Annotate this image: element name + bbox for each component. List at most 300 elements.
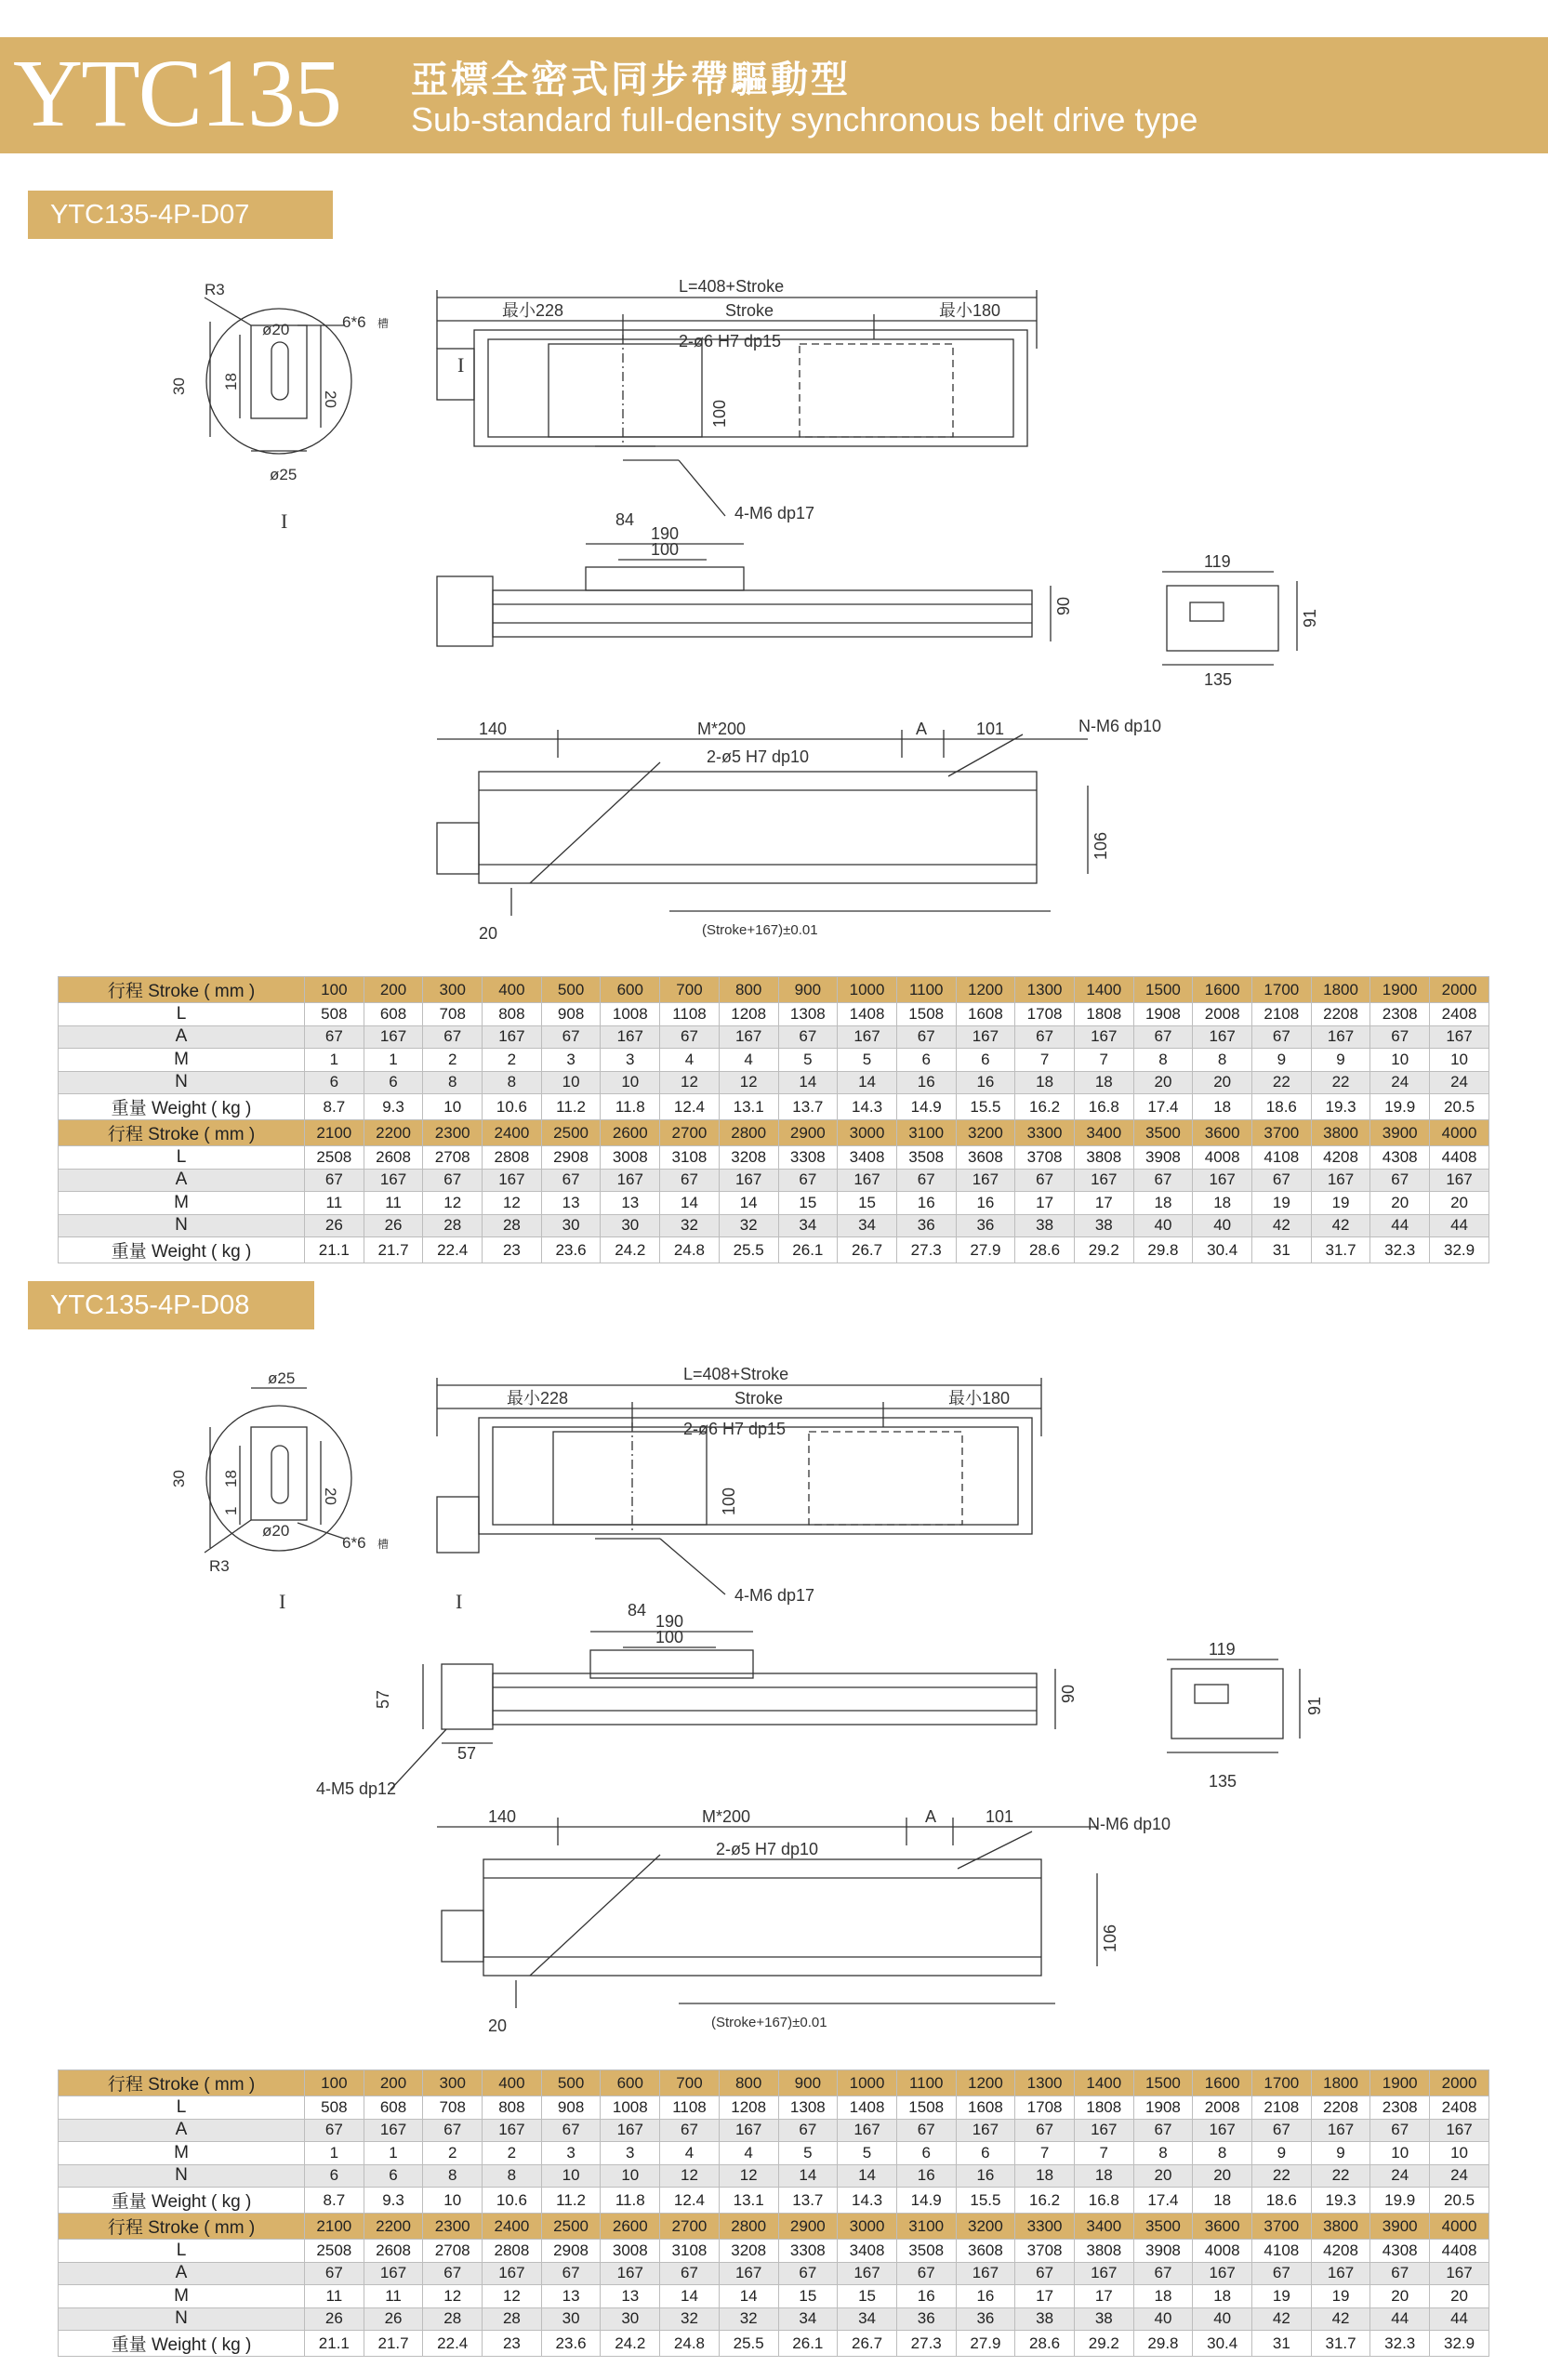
spec-cell: 32 — [660, 2307, 720, 2331]
dim-84: 84 — [628, 1601, 647, 1620]
spec-cell: 167 — [483, 1169, 542, 1192]
spec-cell: 24.8 — [660, 1237, 720, 1263]
spec-cell: 167 — [1311, 2262, 1370, 2285]
spec-row-label: L — [59, 1003, 305, 1026]
dim-end-91: 91 — [1305, 1696, 1324, 1715]
spec-cell: 67 — [1133, 1169, 1193, 1192]
spec-cell: 19 — [1311, 2285, 1370, 2308]
spec-cell: 14 — [778, 2164, 838, 2188]
spec-cell: 708 — [423, 1003, 483, 1026]
spec-cell: 19.3 — [1311, 1094, 1370, 1120]
spec-cell: 167 — [956, 1025, 1015, 1049]
spec-cell: 24 — [1370, 1071, 1430, 1094]
spec-cell: 38 — [1015, 1214, 1075, 1237]
spec-cell: 36 — [896, 1214, 956, 1237]
spec-cell: 167 — [1074, 2262, 1133, 2285]
spec-cell: 2308 — [1370, 2096, 1430, 2120]
dim-20: 20 — [488, 2016, 508, 2035]
spec-cell: 2600 — [601, 2214, 660, 2240]
dim-pitch: M*200 — [697, 720, 747, 738]
spec-cell: 300 — [423, 977, 483, 1003]
spec-cell: 3608 — [956, 2240, 1015, 2263]
spec-cell: 14 — [719, 1192, 778, 1215]
spec-cell: 8 — [1193, 1049, 1252, 1072]
page-header — [0, 37, 1548, 153]
base-view-d08 — [437, 1807, 1171, 2035]
spec-cell: 4408 — [1430, 1146, 1489, 1170]
spec-cell: 18 — [1193, 2285, 1252, 2308]
spec-cell: 3408 — [838, 2240, 897, 2263]
spec-cell: 3200 — [956, 1120, 1015, 1146]
spec-row-label: 重量 Weight ( kg ) — [59, 1237, 305, 1263]
spec-cell: 9.3 — [364, 1094, 423, 1120]
spec-row-label: N — [59, 2164, 305, 2188]
spec-cell: 508 — [305, 2096, 364, 2120]
dim-right: 最小180 — [939, 301, 1001, 320]
spec-row-label: N — [59, 2307, 305, 2331]
spec-cell: 3 — [541, 1049, 601, 1072]
spec-cell: 8 — [1133, 2142, 1193, 2165]
spec-cell: 11.2 — [541, 2188, 601, 2214]
spec-cell: 1700 — [1252, 977, 1312, 1003]
spec-cell: 1408 — [838, 1003, 897, 1026]
dim-a: A — [916, 720, 928, 738]
spec-cell: 13.1 — [719, 1094, 778, 1120]
spec-cell: 1808 — [1074, 2096, 1133, 2120]
spec-cell: 17 — [1074, 1192, 1133, 1215]
spec-cell: 3708 — [1015, 2240, 1075, 2263]
spec-cell: 167 — [838, 1169, 897, 1192]
spec-cell: 18 — [1193, 1192, 1252, 1215]
spec-cell: 11 — [364, 2285, 423, 2308]
spec-cell: 4108 — [1252, 2240, 1312, 2263]
dim-end-135: 135 — [1209, 1772, 1237, 1791]
dim-106: 106 — [1092, 831, 1110, 860]
spec-cell: 67 — [778, 2262, 838, 2285]
spec-cell: 8 — [423, 1071, 483, 1094]
spec-row-M — [59, 1049, 1489, 1072]
detail-d25: ø25 — [268, 1369, 296, 1387]
spec-cell: 13.1 — [719, 2188, 778, 2214]
spec-cell: 26.7 — [838, 2331, 897, 2357]
spec-cell: 8 — [1133, 1049, 1193, 1072]
spec-cell: 1200 — [956, 2070, 1015, 2096]
spec-cell: 4308 — [1370, 1146, 1430, 1170]
spec-cell: 3900 — [1370, 1120, 1430, 1146]
spec-cell: 67 — [896, 2119, 956, 2142]
spec-cell: 3400 — [1074, 2214, 1133, 2240]
spec-cell: 3000 — [838, 2214, 897, 2240]
spec-cell: 12 — [660, 1071, 720, 1094]
spec-cell: 1900 — [1370, 2070, 1430, 2096]
spec-cell: 15 — [838, 1192, 897, 1215]
spec-cell: 1400 — [1074, 2070, 1133, 2096]
spec-cell: 16 — [896, 1071, 956, 1094]
spec-cell: 8.7 — [305, 1094, 364, 1120]
spec-cell: 3 — [601, 2142, 660, 2165]
spec-cell: 9 — [1252, 2142, 1312, 2165]
spec-cell: 11 — [305, 1192, 364, 1215]
top-view-d07 — [437, 277, 1037, 529]
spec-cell: 2008 — [1193, 2096, 1252, 2120]
spec-cell: 1600 — [1193, 977, 1252, 1003]
spec-cell: 9 — [1311, 1049, 1370, 1072]
spec-cell: 1108 — [660, 2096, 720, 2120]
spec-cell: 2200 — [364, 2214, 423, 2240]
drawing-d08 — [158, 1357, 1385, 2045]
spec-cell: 167 — [1430, 2119, 1489, 2142]
spec-cell: 26.1 — [778, 1237, 838, 1263]
spec-cell: 16.8 — [1074, 2188, 1133, 2214]
spec-cell: 30.4 — [1193, 2331, 1252, 2357]
spec-cell: 67 — [1133, 2262, 1193, 2285]
spec-cell: 1 — [305, 1049, 364, 1072]
spec-cell: 2708 — [423, 1146, 483, 1170]
spec-cell: 3408 — [838, 1146, 897, 1170]
spec-cell: 21.1 — [305, 2331, 364, 2357]
dim-left: 最小228 — [507, 1389, 569, 1408]
spec-cell: 1608 — [956, 2096, 1015, 2120]
spec-cell: 5 — [778, 2142, 838, 2165]
spec-cell: 16 — [956, 2164, 1015, 2188]
model-title: YTC135 — [13, 40, 340, 147]
spec-cell: 4 — [719, 1049, 778, 1072]
spec-cell: 3108 — [660, 2240, 720, 2263]
spec-cell: 2208 — [1311, 2096, 1370, 2120]
spec-cell: 16.2 — [1015, 1094, 1075, 1120]
spec-cell: 15 — [838, 2285, 897, 2308]
spec-cell: 1700 — [1252, 2070, 1312, 2096]
spec-cell: 1600 — [1193, 2070, 1252, 2096]
spec-cell: 32.3 — [1370, 1237, 1430, 1263]
spec-row-L — [59, 1146, 1489, 1170]
spec-cell: 2700 — [660, 1120, 720, 1146]
spec-row-label: 行程 Stroke ( mm ) — [59, 977, 305, 1003]
spec-cell: 18 — [1133, 2285, 1193, 2308]
spec-cell: 67 — [1133, 1025, 1193, 1049]
dim-140: 140 — [488, 1807, 517, 1826]
spec-cell: 24 — [1370, 2164, 1430, 2188]
dim-stroke: Stroke — [725, 301, 774, 320]
spec-cell: 10 — [1370, 1049, 1430, 1072]
spec-cell: 500 — [541, 977, 601, 1003]
spec-cell: 167 — [1193, 2262, 1252, 2285]
spec-cell: 6 — [896, 1049, 956, 1072]
detail-d25: ø25 — [270, 466, 298, 483]
spec-cell: 2708 — [423, 2240, 483, 2263]
spec-cell: 17 — [1015, 1192, 1075, 1215]
spec-cell: 15 — [778, 1192, 838, 1215]
spec-cell: 6 — [364, 1071, 423, 1094]
spec-cell: 2208 — [1311, 1003, 1370, 1026]
spec-cell: 2008 — [1193, 1003, 1252, 1026]
spec-cell: 3900 — [1370, 2214, 1430, 2240]
spec-cell: 44 — [1430, 1214, 1489, 1237]
spec-cell: 28 — [483, 1214, 542, 1237]
spec-cell: 100 — [305, 2070, 364, 2096]
spec-cell: 18 — [1074, 2164, 1133, 2188]
spec-cell: 67 — [1370, 1169, 1430, 1192]
spec-cell: 4208 — [1311, 2240, 1370, 2263]
callout-pin-holes: 2-ø6 H7 dp15 — [683, 1420, 787, 1438]
spec-row-label: N — [59, 1071, 305, 1094]
spec-cell: 9.3 — [364, 2188, 423, 2214]
spec-cell: 2000 — [1430, 2070, 1489, 2096]
spec-cell: 20 — [1193, 1071, 1252, 1094]
spec-cell: 16 — [956, 1071, 1015, 1094]
spec-row-N — [59, 1214, 1489, 1237]
dim-end-135: 135 — [1204, 670, 1233, 689]
spec-cell: 3100 — [896, 1120, 956, 1146]
spec-cell: 38 — [1015, 2307, 1075, 2331]
spec-cell: 167 — [364, 1169, 423, 1192]
spec-cell: 24 — [1430, 1071, 1489, 1094]
dim-base-length: (Stroke+167)±0.01 — [702, 922, 818, 938]
spec-table-d08 — [58, 2069, 1489, 2357]
spec-cell: 67 — [541, 1025, 601, 1049]
spec-cell: 67 — [1370, 2119, 1430, 2142]
spec-cell: 32 — [719, 2307, 778, 2331]
detail-view-mark: I — [279, 1590, 286, 1613]
spec-cell: 608 — [364, 2096, 423, 2120]
detail-view-mark: I — [281, 509, 288, 533]
spec-cell: 3308 — [778, 1146, 838, 1170]
spec-cell: 4408 — [1430, 2240, 1489, 2263]
spec-cell: 67 — [1252, 2119, 1312, 2142]
dim-height-90: 90 — [1059, 1684, 1078, 1703]
spec-cell: 20 — [1430, 1192, 1489, 1215]
spec-cell: 67 — [305, 2119, 364, 2142]
spec-cell: 3508 — [896, 2240, 956, 2263]
spec-row-N — [59, 2307, 1489, 2331]
detail-d20: ø20 — [262, 321, 290, 338]
spec-cell: 22 — [1311, 1071, 1370, 1094]
spec-cell: 167 — [838, 1025, 897, 1049]
spec-cell: 24 — [1430, 2164, 1489, 2188]
spec-cell: 67 — [778, 1169, 838, 1192]
spec-cell: 4308 — [1370, 2240, 1430, 2263]
callout-base-pins: 2-ø5 H7 dp10 — [716, 1840, 819, 1858]
spec-cell: 3908 — [1133, 1146, 1193, 1170]
dim-right: 最小180 — [948, 1389, 1011, 1408]
spec-cell: 20 — [1133, 2164, 1193, 2188]
spec-cell: 1908 — [1133, 1003, 1193, 1026]
spec-cell: 8 — [423, 2164, 483, 2188]
spec-cell: 11 — [305, 2285, 364, 2308]
spec-cell: 30 — [541, 2307, 601, 2331]
spec-cell: 18.6 — [1252, 2188, 1312, 2214]
dim-end-119: 119 — [1204, 552, 1231, 571]
spec-cell: 3008 — [601, 2240, 660, 2263]
spec-cell: 20.5 — [1430, 2188, 1489, 2214]
spec-cell: 9 — [1252, 1049, 1312, 1072]
spec-cell: 2508 — [305, 2240, 364, 2263]
spec-cell: 2908 — [541, 2240, 601, 2263]
spec-cell: 600 — [601, 2070, 660, 2096]
spec-cell: 19.9 — [1370, 1094, 1430, 1120]
spec-cell: 26.7 — [838, 1237, 897, 1263]
view-mark: I — [457, 353, 465, 377]
spec-cell: 3500 — [1133, 1120, 1193, 1146]
spec-row-L — [59, 2096, 1489, 2120]
spec-cell: 908 — [541, 1003, 601, 1026]
detail-1: 1 — [222, 1506, 240, 1515]
spec-row-label: 行程 Stroke ( mm ) — [59, 2214, 305, 2240]
spec-cell: 200 — [364, 2070, 423, 2096]
spec-cell: 67 — [660, 2262, 720, 2285]
drawing-d07-svg — [158, 270, 1385, 958]
spec-cell: 67 — [1015, 2262, 1075, 2285]
spec-cell: 67 — [423, 2119, 483, 2142]
spec-row-M — [59, 2142, 1489, 2165]
spec-cell: 2908 — [541, 1146, 601, 1170]
dim-carriage-width: 100 — [720, 1487, 738, 1515]
spec-cell: 18 — [1193, 2188, 1252, 2214]
spec-cell: 2108 — [1252, 1003, 1312, 1026]
spec-cell: 900 — [778, 2070, 838, 2096]
title-english: Sub-standard full-density synchronous belt drive type — [411, 100, 1198, 139]
spec-cell: 67 — [305, 1025, 364, 1049]
spec-cell: 40 — [1193, 1214, 1252, 1237]
spec-cell: 2308 — [1370, 1003, 1430, 1026]
spec-cell: 27.3 — [896, 1237, 956, 1263]
spec-cell: 26 — [305, 2307, 364, 2331]
spec-cell: 2500 — [541, 2214, 601, 2240]
spec-cell: 8.7 — [305, 2188, 364, 2214]
spec-cell: 1400 — [1074, 977, 1133, 1003]
spec-cell: 3500 — [1133, 2214, 1193, 2240]
detail-30: 30 — [170, 1470, 188, 1488]
spec-cell: 23 — [483, 2331, 542, 2357]
spec-cell: 1800 — [1311, 2070, 1370, 2096]
spec-cell: 3600 — [1193, 1120, 1252, 1146]
spec-cell: 3008 — [601, 1146, 660, 1170]
spec-cell: 2900 — [778, 2214, 838, 2240]
spec-cell: 2200 — [364, 1120, 423, 1146]
dim-end-119: 119 — [1209, 1640, 1236, 1659]
spec-cell: 29.8 — [1133, 2331, 1193, 2357]
spec-cell: 1300 — [1015, 977, 1075, 1003]
spec-cell: 44 — [1430, 2307, 1489, 2331]
spec-cell: 11 — [364, 1192, 423, 1215]
spec-cell: 38 — [1074, 2307, 1133, 2331]
spec-cell: 4 — [719, 2142, 778, 2165]
spec-cell: 1208 — [719, 2096, 778, 2120]
spec-cell: 42 — [1311, 1214, 1370, 1237]
spec-row-weight — [59, 2188, 1489, 2214]
spec-cell: 167 — [956, 2262, 1015, 2285]
spec-cell: 22 — [1311, 2164, 1370, 2188]
spec-cell: 167 — [1193, 1025, 1252, 1049]
detail-hex: 6*6 — [342, 313, 366, 331]
detail-20: 20 — [322, 390, 339, 408]
spec-cell: 28 — [483, 2307, 542, 2331]
spec-cell: 28 — [423, 1214, 483, 1237]
spec-row-stroke — [59, 2070, 1489, 2096]
spec-cell: 1708 — [1015, 2096, 1075, 2120]
spec-cell: 67 — [305, 1169, 364, 1192]
spec-cell: 16 — [956, 1192, 1015, 1215]
spec-cell: 18 — [1074, 1071, 1133, 1094]
spec-cell: 10 — [1430, 1049, 1489, 1072]
spec-cell: 21.7 — [364, 1237, 423, 1263]
dim-stroke: Stroke — [734, 1389, 784, 1408]
spec-cell: 34 — [838, 1214, 897, 1237]
spec-row-L — [59, 2240, 1489, 2263]
spec-cell: 1508 — [896, 1003, 956, 1026]
spec-cell: 167 — [719, 2119, 778, 2142]
spec-cell: 26.1 — [778, 2331, 838, 2357]
spec-row-weight — [59, 1094, 1489, 1120]
spec-row-weight — [59, 1237, 1489, 1263]
spec-cell: 1308 — [778, 2096, 838, 2120]
detail-hex-suffix: 槽 — [377, 317, 390, 330]
spec-cell: 12 — [719, 2164, 778, 2188]
spec-cell: 13 — [541, 1192, 601, 1215]
callout-pin-holes: 2-ø6 H7 dp15 — [679, 332, 782, 350]
spec-cell: 908 — [541, 2096, 601, 2120]
spec-cell: 32.9 — [1430, 1237, 1489, 1263]
dim-101: 101 — [986, 1807, 1014, 1826]
spec-cell: 27.3 — [896, 2331, 956, 2357]
spec-cell: 400 — [483, 977, 542, 1003]
spec-cell: 17 — [1015, 2285, 1075, 2308]
spec-cell: 32.9 — [1430, 2331, 1489, 2357]
spec-cell: 2000 — [1430, 977, 1489, 1003]
spec-cell: 1808 — [1074, 1003, 1133, 1026]
spec-cell: 2808 — [483, 2240, 542, 2263]
dim-a: A — [925, 1807, 937, 1826]
spec-row-label: M — [59, 1049, 305, 1072]
spec-cell: 2100 — [305, 1120, 364, 1146]
spec-cell: 19.3 — [1311, 2188, 1370, 2214]
spec-cell: 167 — [838, 2262, 897, 2285]
spec-row-label: 行程 Stroke ( mm ) — [59, 2070, 305, 2096]
spec-cell: 1300 — [1015, 2070, 1075, 2096]
spec-cell: 25.5 — [719, 1237, 778, 1263]
spec-cell: 167 — [601, 1169, 660, 1192]
spec-cell: 3800 — [1311, 1120, 1370, 1146]
spec-cell: 14.9 — [896, 2188, 956, 2214]
spec-cell: 67 — [541, 2262, 601, 2285]
spec-row-label: A — [59, 1169, 305, 1192]
spec-cell: 15.5 — [956, 1094, 1015, 1120]
spec-cell: 1008 — [601, 1003, 660, 1026]
detail-30: 30 — [170, 377, 188, 395]
spec-cell: 20 — [1370, 1192, 1430, 1215]
spec-cell: 300 — [423, 2070, 483, 2096]
spec-cell: 29.2 — [1074, 1237, 1133, 1263]
spec-cell: 3600 — [1193, 2214, 1252, 2240]
spec-cell: 1500 — [1133, 977, 1193, 1003]
spec-cell: 40 — [1133, 2307, 1193, 2331]
spec-cell: 1708 — [1015, 1003, 1075, 1026]
dim-pitch: M*200 — [702, 1807, 751, 1826]
base-view-d07 — [437, 717, 1161, 943]
spec-cell: 3 — [541, 2142, 601, 2165]
spec-cell: 3100 — [896, 2214, 956, 2240]
spec-cell: 22 — [1252, 1071, 1312, 1094]
spec-cell: 31 — [1252, 2331, 1312, 2357]
side-view-d07 — [437, 524, 1073, 646]
spec-cell: 14 — [838, 1071, 897, 1094]
spec-cell: 40 — [1133, 1214, 1193, 1237]
detail-hex-suffix: 槽 — [377, 1538, 390, 1551]
spec-cell: 12 — [423, 1192, 483, 1215]
spec-cell: 2 — [483, 2142, 542, 2165]
spec-cell: 608 — [364, 1003, 423, 1026]
spec-cell: 1200 — [956, 977, 1015, 1003]
